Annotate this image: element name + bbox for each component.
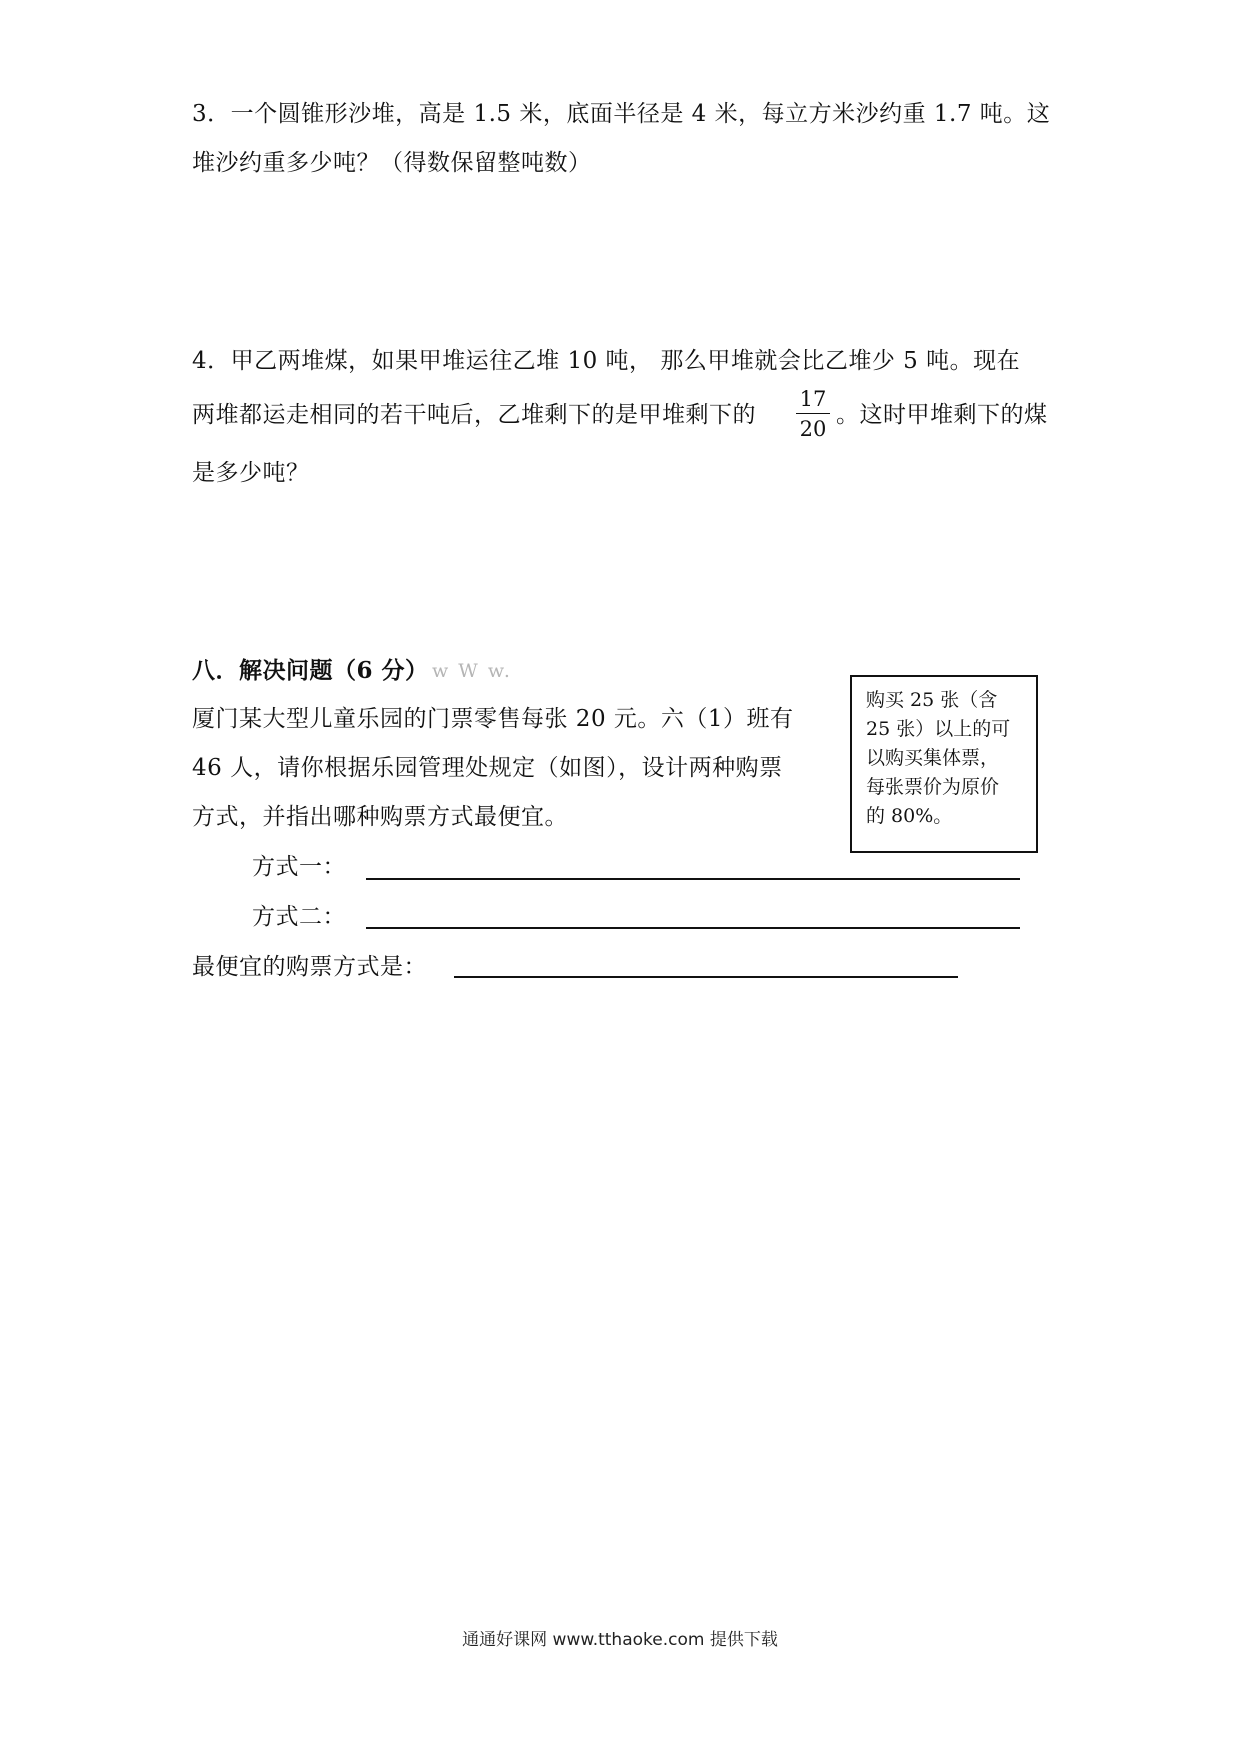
group-ticket-rule-box	[850, 675, 1038, 853]
problem-3-line-1: 3．一个圆锥形沙堆，高是 1.5 米，底面半径是 4 米，每立方米沙约重 1.7 吨。这	[192, 101, 1051, 127]
method-2-label: 方式二：	[252, 904, 346, 930]
section-8-para-line-2: 46 人，请你根据乐园管理处规定（如图），设计两种购票	[192, 755, 783, 781]
section-8-para-line-1: 厦门某大型儿童乐园的门票零售每张 20 元。六（1）班有	[192, 706, 794, 732]
rule-box-line-5: 的 80%。	[866, 805, 953, 827]
fraction-numerator: 17	[799, 387, 827, 411]
fraction-17-20	[796, 386, 830, 442]
cheapest-method-answer-line[interactable]	[454, 976, 958, 978]
problem-4-line-2-before: 两堆都运走相同的若干吨后，乙堆剩下的是甲堆剩下的	[192, 402, 756, 428]
fraction-bar	[796, 413, 830, 414]
method-1-label: 方式一：	[252, 854, 346, 880]
problem-3-line-2: 堆沙约重多少吨？（得数保留整吨数）	[192, 150, 592, 176]
rule-box-line-4: 每张票价为原价	[866, 776, 1000, 798]
section-8-para-line-3: 方式，并指出哪种购票方式最便宜。	[192, 804, 568, 830]
section-8-title: 八．解决问题（6 分）	[192, 657, 429, 684]
page-footer: 通通好课网 www.tthaoke.com 提供下载	[462, 1630, 778, 1650]
rule-box-line-2: 25 张）以上的可	[866, 718, 1011, 740]
method-1-answer-line[interactable]	[366, 878, 1020, 880]
cheapest-method-label: 最便宜的购票方式是：	[192, 954, 427, 980]
problem-4-line-1: 4．甲乙两堆煤，如果甲堆运往乙堆 10 吨， 那么甲堆就会比乙堆少 5 吨。现在	[192, 348, 1021, 374]
fraction-denominator: 20	[799, 417, 827, 441]
rule-box-line-3: 以购买集体票，	[866, 747, 1000, 769]
problem-4-line-2-after: 。这时甲堆剩下的煤	[836, 402, 1048, 428]
method-2-answer-line[interactable]	[366, 927, 1020, 929]
problem-4-line-3: 是多少吨？	[192, 460, 310, 486]
rule-box-line-1: 购买 25 张（含	[866, 689, 998, 711]
watermark-text: w W w.	[432, 660, 512, 682]
